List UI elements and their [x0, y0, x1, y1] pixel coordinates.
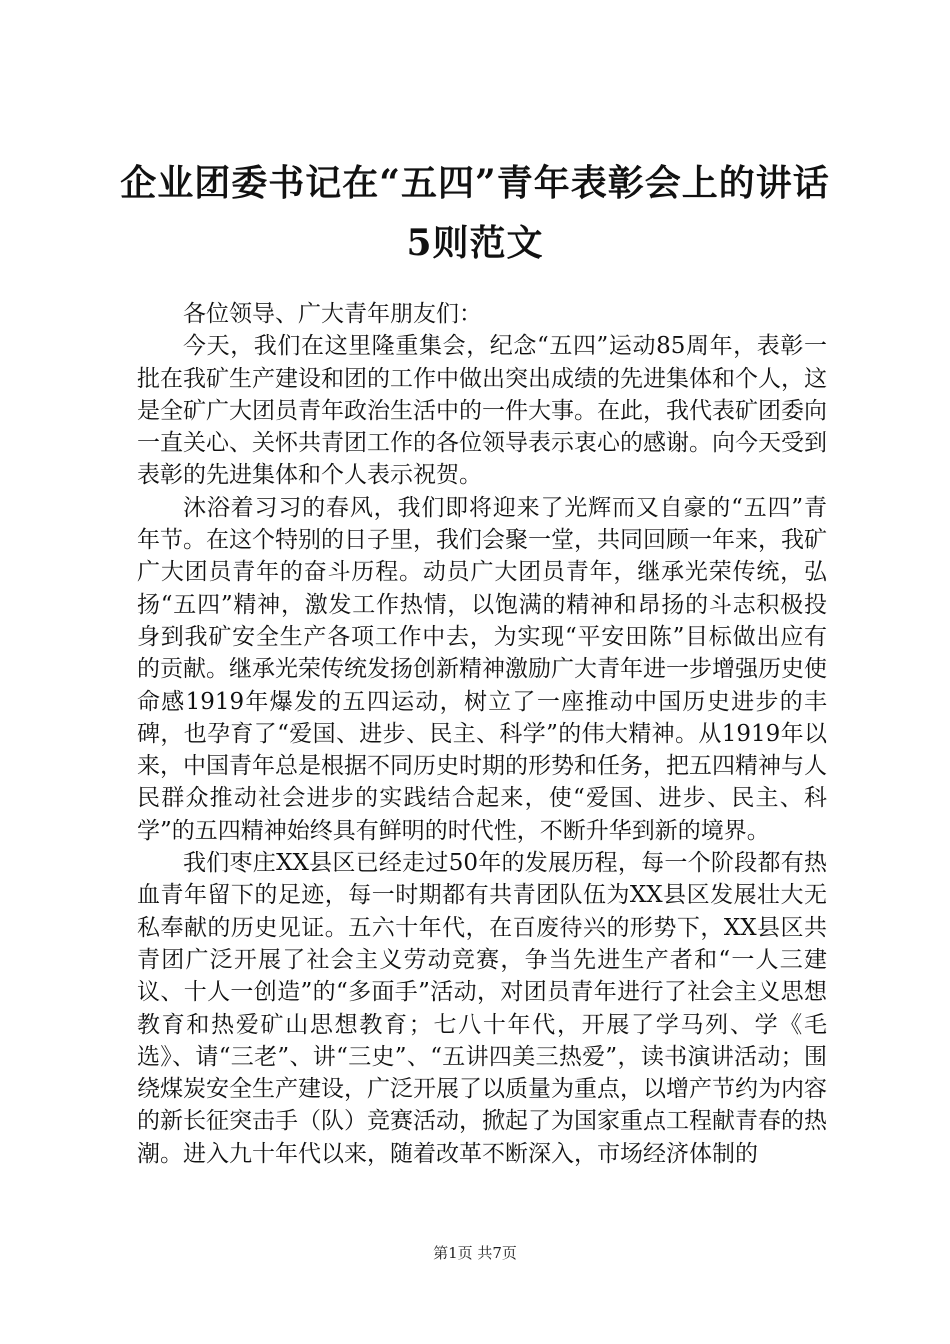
salutation-paragraph: 各位领导、广大青年朋友们： [183, 301, 482, 327]
document-title-line-1: 企业团委书记在“五四”青年表彰会上的讲话 [120, 162, 830, 204]
document-body [137, 298, 827, 1170]
body-paragraph: 我们枣庄XX县区已经走过50年的发展历程，每一个阶段都有热血青年留下的足迹，每一时期都有共青团队伍为XX县区发展壮大无私奉献的历史见证。五六十年代，在百废待兴的形势下，XX县区共青团广泛开展了社会主义劳动竞赛，争当先进生产者和“一人三建议、十人一创造”的“多面手”活动，对团员青年进行了社会主义思想教育和热爱矿山思想教育；七八十年代，开展了学马列、学《毛选》、请“三老”、讲“三史”、“五讲四美三热爱”，读书演讲活动；围绕煤炭安全生产建设，广泛开展了以质量为重点，以增产节约为内容的新长征突击手（队）竞赛活动，掀起了为国家重点工程献青春的热潮。进入九十年代以来，随着改革不断深入，市场经济体制的 [137, 850, 827, 1167]
document-title-line-2: 5则范文 [406, 222, 544, 264]
page-footer [0, 1243, 950, 1263]
body-paragraph: 今天，我们在这里隆重集会，纪念“五四”运动85周年，表彰一批在我矿生产建设和团的工作中做出突出成绩的先进集体和个人，这是全矿广大团员青年政治生活中的一件大事。在此，我代表矿团委向一直关心、关怀共青团工作的各位领导表示衷心的感谢。向今天受到表彰的先进集体和个人表示祝贺。 [137, 333, 827, 489]
page-number-indicator: 第1页 共7页 [433, 1244, 517, 1262]
body-paragraph: 沐浴着习习的春风，我们即将迎来了光辉而又自豪的“五四”青年节。在这个特别的日子里，我们会聚一堂，共同回顾一年来，我矿广大团员青年的奋斗历程。动员广大团员青年，继承光荣传统，弘扬“五四”精神，激发工作热情，以饱满的精神和昂扬的斗志积极投身到我矿安全生产各项工作中去，为实现“平安田陈”目标做出应有的贡献。继承光荣传统发扬创新精神激励广大青年进一步增强历史使命感1919年爆发的五四运动，树立了一座推动中国历史进步的丰碑，也孕育了“爱国、进步、民主、科学”的伟大精神。从1919年以来，中国青年总是根据不同历史时期的形势和任务，把五四精神与人民群众推动社会进步的实践结合起来，使“爱国、进步、民主、科学”的五四精神始终具有鲜明的时代性，不断升华到新的境界。 [137, 494, 827, 844]
